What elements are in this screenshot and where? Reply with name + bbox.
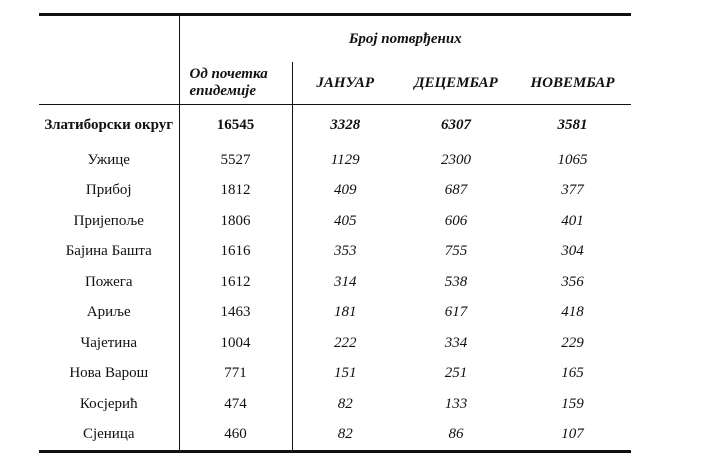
summary-row-name: Златиборски округ [39, 105, 179, 146]
row-name: Пожега [39, 267, 179, 298]
confirmed-cases-table [39, 13, 631, 453]
row-name: Чајетина [39, 328, 179, 359]
row-january: 353 [334, 243, 357, 260]
row-name: Ужице [39, 145, 179, 176]
row-january: 82 [337, 395, 353, 412]
row-november: 377 [561, 182, 584, 199]
row-november: 159 [561, 395, 584, 412]
row-january: 151 [334, 365, 357, 382]
row-name: Ариље [39, 298, 179, 329]
row-total: 771 [179, 359, 292, 390]
column-header-november: НОВЕМБАР [514, 62, 631, 105]
table-row [39, 298, 631, 329]
row-total: 1616 [179, 237, 292, 268]
row-november: 356 [561, 273, 584, 290]
summary-row-december: 6307 [441, 116, 471, 133]
row-december: 334 [444, 334, 468, 351]
row-january: 82 [292, 420, 398, 452]
row-total: 1463 [179, 298, 292, 329]
row-total: 1004 [179, 328, 292, 359]
row-november: 304 [561, 243, 584, 260]
row-name: Бајина Башта [39, 237, 179, 268]
summary-row-november: 3581 [557, 116, 588, 133]
row-january: 314 [334, 273, 357, 290]
row-january: 409 [334, 182, 357, 199]
summary-row [39, 105, 631, 146]
row-december: 617 [444, 304, 468, 321]
row-december: 86 [398, 420, 514, 452]
table-row [39, 206, 631, 237]
table-row [39, 267, 631, 298]
row-november: 401 [561, 212, 584, 229]
row-january: 1129 [330, 151, 360, 168]
column-header-december: ДЕЦЕМБАР [398, 62, 514, 105]
row-name: Сјеница [39, 420, 179, 452]
table-header [39, 15, 631, 105]
row-january: 405 [334, 212, 357, 229]
row-november: 418 [561, 304, 584, 321]
row-total: 1812 [179, 176, 292, 207]
group-header: Број потврђених [179, 15, 631, 63]
row-total: 1612 [179, 267, 292, 298]
table-row [39, 328, 631, 359]
table-body [39, 105, 631, 452]
row-november: 229 [561, 334, 584, 351]
row-november: 165 [561, 365, 584, 382]
row-january: 181 [334, 304, 357, 321]
row-december: 2300 [441, 151, 471, 168]
row-name: Пријепоље [39, 206, 179, 237]
row-total: 460 [179, 420, 292, 452]
table-row [39, 145, 631, 176]
table-row [39, 420, 631, 452]
row-name: Косјерић [39, 389, 179, 420]
row-december: 538 [444, 273, 468, 290]
row-december: 133 [444, 395, 468, 412]
row-november: 107 [514, 420, 631, 452]
row-name: Прибој [39, 176, 179, 207]
column-header-january: ЈАНУАР [292, 62, 398, 105]
table-row [39, 359, 631, 390]
table-row [39, 389, 631, 420]
row-name: Нова Варош [39, 359, 179, 390]
summary-row-january: 3328 [330, 116, 361, 133]
table-row [39, 237, 631, 268]
row-january: 222 [334, 334, 357, 351]
row-december: 755 [444, 243, 468, 260]
row-november: 1065 [557, 151, 588, 168]
row-total: 474 [179, 389, 292, 420]
summary-row-total: 16545 [179, 105, 292, 146]
confirmed-cases-table-container [39, 13, 631, 453]
table-row [39, 176, 631, 207]
row-total: 5527 [179, 145, 292, 176]
row-december: 687 [444, 182, 468, 199]
row-december: 251 [444, 365, 468, 382]
row-december: 606 [444, 212, 468, 229]
row-total: 1806 [179, 206, 292, 237]
stub-header-cell [39, 15, 179, 105]
column-header-total: Од почетка епидемије [179, 62, 292, 105]
